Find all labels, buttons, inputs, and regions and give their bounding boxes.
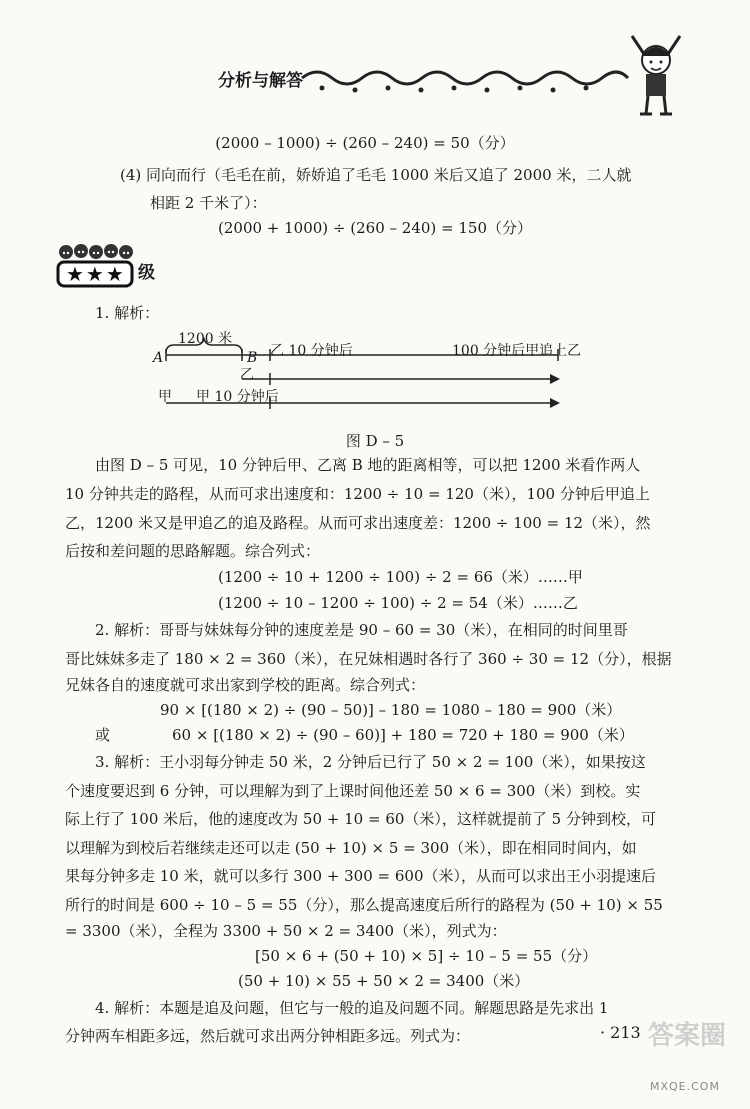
paragraph-line: = 3300（米），全程为 3300 + 50 × 2 = 3400（米），列式为：: [65, 922, 507, 940]
paragraph-line: 所行的时间是 600 ÷ 10 – 5 = 55（分），那么提高速度后所行的路程为 (50 + 10) × 55: [65, 896, 663, 914]
paragraph-line: 3. 解析：王小羽每分钟走 50 米，2 分钟后已行了 50 × 2 = 100（米），如果按这: [95, 753, 646, 771]
equation: 60 × [(180 × 2) ÷ (90 – 60)] + 180 = 720 + 180 = 900（米）: [172, 726, 634, 744]
paragraph-line: 乙，1200 米又是甲追乙的追及路程。从而可求出速度差：1200 ÷ 100 = 12（米），然: [65, 514, 651, 532]
paragraph-line: 际上行了 100 米后，他的速度改为 50 + 10 = 60（米），这样就提前了 5 分钟到校，可: [65, 810, 656, 828]
wavy-divider-icon: [300, 62, 630, 96]
diagram-catch-up-label: 100 分钟后甲追上乙: [452, 343, 582, 359]
level-stars: ★★★: [66, 262, 126, 286]
paragraph-line: 后按和差问题的思路解题。综合列式：: [65, 542, 321, 560]
equation: [50 × 6 + (50 + 10) × 5] ÷ 10 – 5 = 55（分）: [255, 947, 598, 965]
section-title: 分析与解答: [218, 71, 303, 91]
paragraph-line: 哥比妹妹多走了 180 × 2 = 360（米），在兄妹相遇时各行了 360 ÷ 30 = 12（分），根据: [65, 650, 672, 668]
equation: (1200 ÷ 10 + 1200 ÷ 100) ÷ 2 = 66（米）……甲: [218, 568, 583, 586]
paragraph-line: 2. 解析：哥哥与妹妹每分钟的速度差是 90 – 60 = 30（米），在相同的时间里哥: [95, 621, 628, 639]
diagram-point-b: B: [247, 350, 258, 366]
diagram-jia-10min-label: 甲 10 分钟后: [196, 389, 279, 405]
paragraph-line: 个速度要迟到 6 分钟，可以理解为到了上课时间他还差 50 × 6 = 300（米）到校。实: [65, 782, 641, 800]
or-label: 或: [95, 726, 111, 744]
cheering-child-mascot-icon: [626, 30, 686, 120]
diagram-yi-label: 乙: [240, 367, 254, 383]
item-4-text: 相距 2 千米了）：: [150, 194, 267, 212]
watermark-logo: 答案圈: [648, 1021, 727, 1051]
diagram-jia-label: 甲: [158, 389, 172, 405]
formula: (2000 + 1000) ÷ (260 – 240) = 150（分）: [218, 219, 532, 237]
paragraph-line: 以理解为到校后若继续走还可以走 (50 + 10) × 5 = 300（米），即在相同时间内，如: [65, 839, 637, 857]
paragraph-line: 兄妹各自的速度就可求出家到学校的距离。综合列式：: [65, 676, 426, 694]
paragraph-line: 4. 解析：本题是追及问题，但它与一般的追及问题不同。解题思路是先求出 1: [95, 999, 609, 1017]
item-4-text: (4) 同向而行（毛毛在前，娇娇追了毛毛 1000 米后又追了 2000 米，二人就: [120, 166, 632, 184]
problem-1-heading: 1. 解析：: [95, 304, 160, 322]
level-label: 级: [138, 263, 155, 283]
equation: 90 × [(180 × 2) ÷ (90 – 50)] – 180 = 1080 – 180 = 900（米）: [160, 701, 622, 719]
page-number: · 213: [600, 1023, 641, 1042]
equation: (50 + 10) × 55 + 50 × 2 = 3400（米）: [238, 972, 530, 990]
paragraph-line: 分钟两车相距多远，然后就可求出两分钟相距多远。列式为：: [65, 1027, 471, 1045]
diagram-distance-label: 1200 米: [178, 331, 233, 347]
diagram-point-a: A: [153, 350, 164, 366]
formula: (2000 – 1000) ÷ (260 – 240) = 50（分）: [215, 134, 515, 152]
diagram-yi-10min-label: 乙 10 分钟后: [270, 343, 353, 359]
equation: (1200 ÷ 10 – 1200 ÷ 100) ÷ 2 = 54（米）……乙: [218, 594, 578, 612]
paragraph-line: 10 分钟共走的路程，从而可求出速度和：1200 ÷ 10 = 120（米），100 分钟后甲追上: [65, 485, 650, 503]
figure-caption: 图 D – 5: [345, 432, 405, 450]
paragraph-line: 果每分钟多走 10 米，就可以多行 300 + 300 = 600（米），从而可以求出王小羽提速后: [65, 867, 656, 885]
paragraph-line: 由图 D – 5 可见，10 分钟后甲、乙离 B 地的距离相等，可以把 1200 米看作两人: [95, 456, 641, 474]
watermark-url: MXQE.COM: [650, 1080, 720, 1093]
